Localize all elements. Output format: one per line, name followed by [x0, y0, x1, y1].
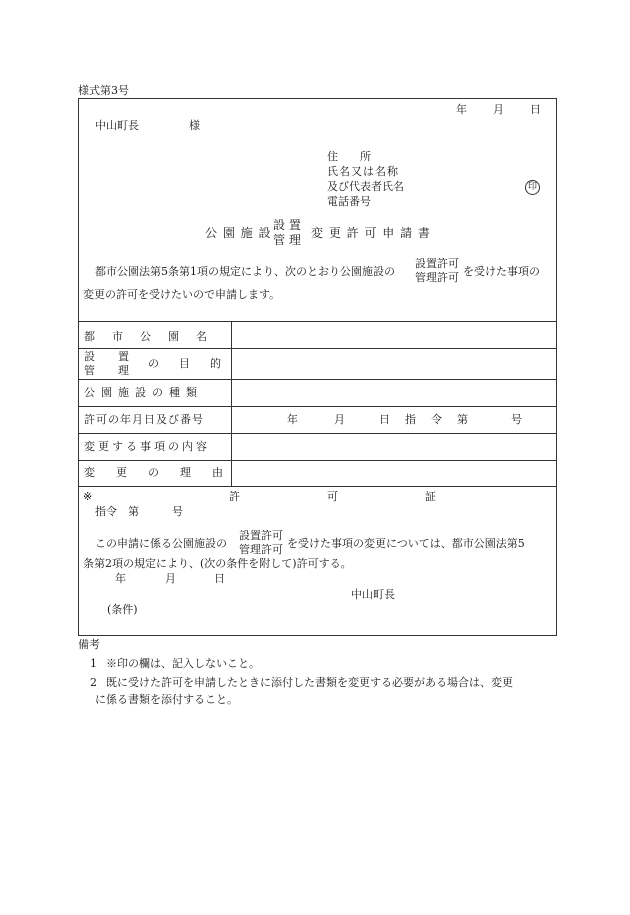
title-prefix: 公 園 施 設: [205, 226, 272, 240]
header-year: 年: [456, 103, 467, 116]
intro-option-manage: 管理許可: [415, 271, 459, 284]
table-divider: [78, 406, 557, 407]
row-label-change-reason: 変更の理由: [84, 466, 244, 479]
header-day: 日: [530, 103, 541, 116]
permit-text2: を受けた事項の変更については、都市公園法第5: [287, 537, 525, 550]
permit-options: [239, 529, 283, 557]
header-month: 月: [493, 103, 504, 116]
row-label-text: 都市公園名: [84, 330, 224, 343]
title-option-manage: 管 理: [273, 233, 301, 247]
purpose-option-establish: 設 置: [84, 350, 135, 363]
notes-heading: 備考: [78, 638, 100, 651]
name-label: 氏名又は名称: [327, 165, 399, 178]
intro-options: [415, 257, 459, 285]
form-number: 様式第3号: [78, 84, 129, 97]
row-label-permit-date-number: 許可の年月日及び番号: [84, 413, 204, 426]
purpose-option-manage: 管 理: [84, 364, 135, 377]
title-option-establish: 設 置: [273, 218, 301, 232]
table-divider: [78, 486, 557, 487]
permit-date-year: 年: [287, 413, 298, 426]
permit-text1: この申請に係る公園施設の: [95, 537, 227, 550]
permit-command: 指令 第 号: [95, 505, 183, 518]
permit-conditions: (条件): [107, 603, 138, 616]
purpose-field[interactable]: [232, 349, 556, 379]
permit-option-manage: 管理許可: [239, 543, 283, 556]
representative-label: 及び代表者氏名: [327, 180, 404, 193]
permit-year: 年: [115, 572, 126, 585]
row-label-purpose-suffix: の目的: [148, 357, 241, 370]
facility-type-field[interactable]: [232, 380, 556, 406]
permit-date-month: 月: [334, 413, 345, 426]
change-content-field[interactable]: [232, 434, 556, 460]
permit-option-establish: 設置許可: [239, 529, 283, 542]
permit-command-label: 指 令 第: [405, 413, 470, 426]
permit-mayor: 中山町長: [351, 588, 395, 601]
permit-month: 月: [165, 572, 176, 585]
change-reason-field[interactable]: [232, 461, 556, 486]
note-text: 既に受けた許可を申請したときに添付した書類を変更する必要がある場合は、変更: [106, 676, 513, 689]
note-number: 1: [90, 657, 97, 670]
row-label-change-content: 変更する事項の内容: [84, 440, 210, 453]
title-options: [273, 218, 301, 248]
permit-number-suffix: 号: [511, 413, 522, 426]
phone-label: 電話番号: [327, 195, 371, 208]
honorific: 様: [189, 119, 200, 132]
intro-option-establish: 設置許可: [415, 257, 459, 270]
row-label-facility-type: 公園施設の種類: [84, 386, 203, 399]
address-label: 住 所: [327, 150, 371, 163]
note-text: ※印の欄は、記入しないこと。: [106, 657, 260, 670]
row-label-park-name: [84, 328, 226, 344]
permit-mark: ※: [83, 490, 93, 503]
note-number: 2: [90, 676, 97, 689]
seal-icon: 印: [525, 180, 540, 195]
permit-date-day: 日: [379, 413, 390, 426]
permit-day: 日: [214, 572, 225, 585]
intro-part2: を受けた事項の: [463, 265, 540, 278]
title-suffix: 変 更 許 可 申 請 書: [311, 226, 431, 240]
park-name-field[interactable]: [232, 322, 556, 348]
permit-line2: 条第2項の規定により、(次の条件を附して)許可する。: [83, 557, 352, 570]
addressee: 中山町長: [95, 119, 139, 132]
intro-part1: 都市公園法第5条第1項の規定により、次のとおり公園施設の: [95, 265, 395, 278]
row-label-purpose-options: [84, 350, 135, 378]
intro-line2: 変更の許可を受けたいので申請します。: [83, 288, 281, 301]
note-text-continued: に係る書類を添付すること。: [95, 693, 238, 706]
permit-title: 許 可 証: [229, 490, 474, 503]
